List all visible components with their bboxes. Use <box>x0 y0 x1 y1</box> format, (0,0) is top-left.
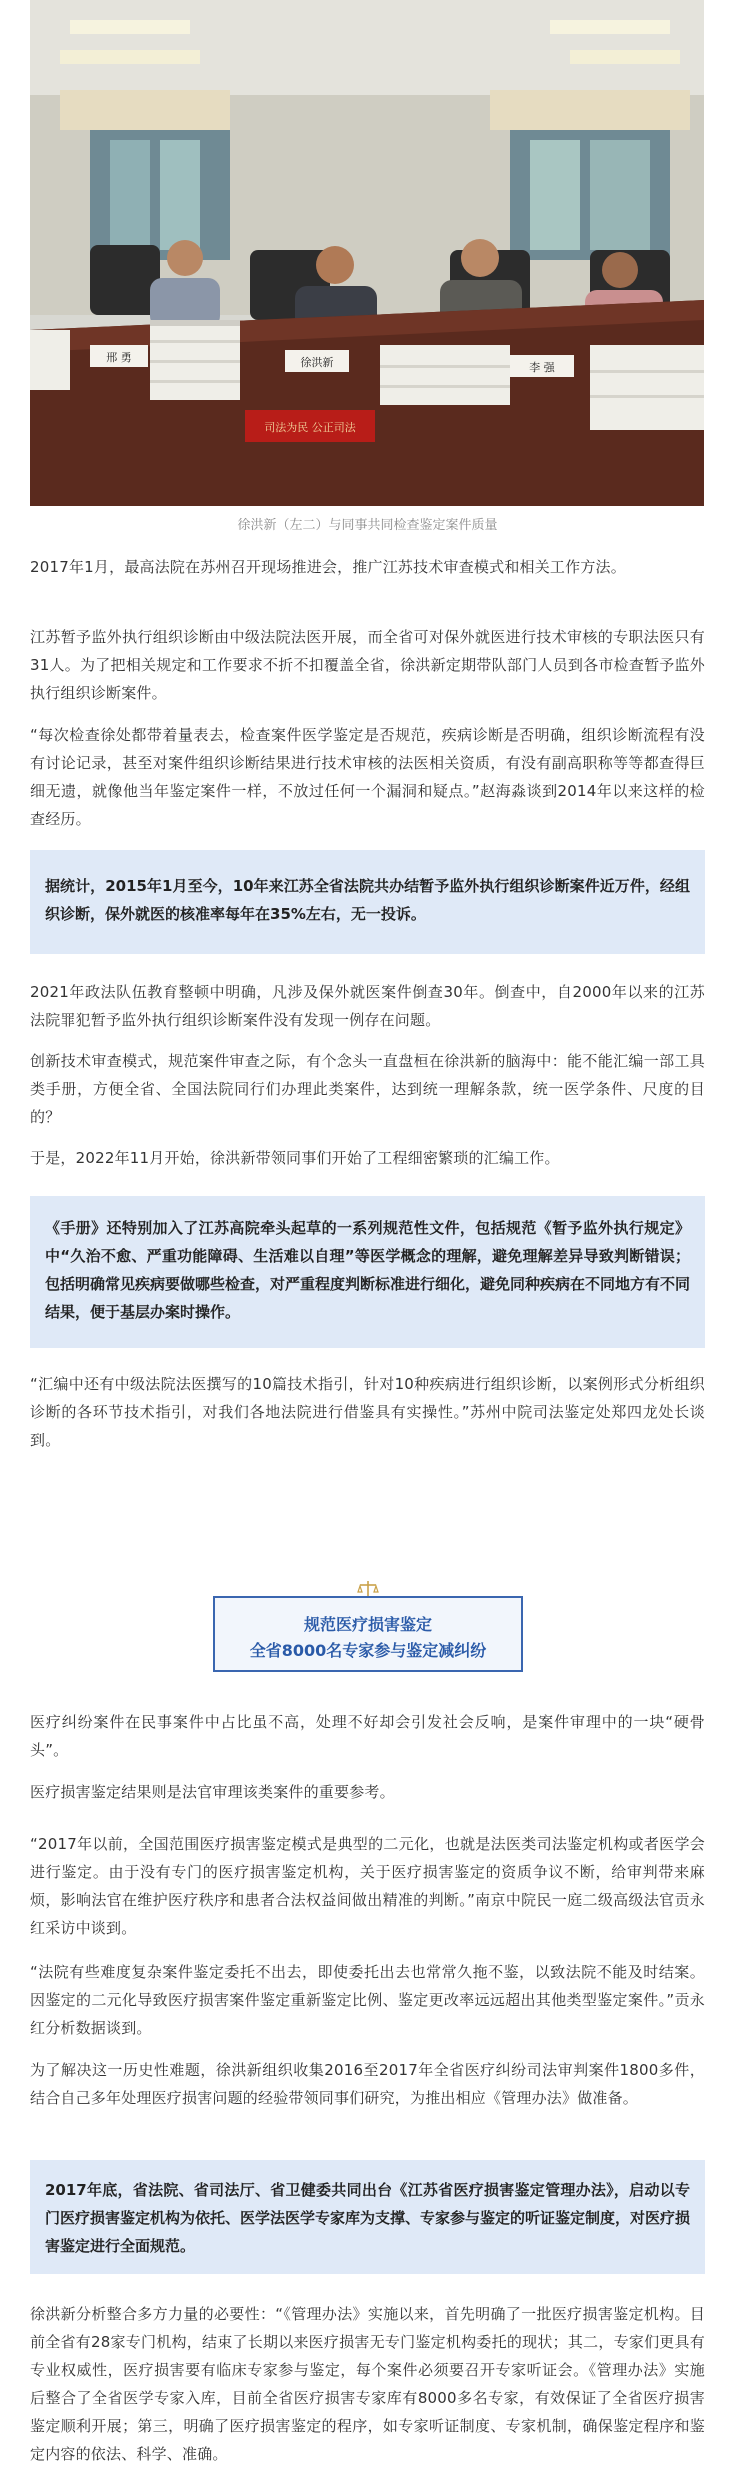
highlight-text: 2017年底，省法院、省司法厅、省卫健委共同出台《江苏省医疗损害鉴定管理办法》，启动以专门医疗损害鉴定机构为依托、医学法医学专家库为支撑、专家参与鉴定的听证鉴定制度，对医疗损害鉴定进行全面规范。 <box>45 2181 691 2255</box>
paragraph: 江苏暂予监外执行组织诊断由中级法院法医开展，而全省可对保外就医进行技术审核的专职法医只有31人。为了把相关规定和工作要求不折不扣覆盖全省，徐洪新定期带队部门人员到各市检查暂予监外执行组织诊断案件。 <box>30 628 705 702</box>
nameplate-3: 李 强 <box>529 361 555 374</box>
paragraph: 徐洪新分析整合多方力量的必要性：“《管理办法》实施以来，首先明确了一批医疗损害鉴定机构。目前全省有28家专门机构，结束了长期以来医疗损害无专门鉴定机构委托的现状；其二，专家们更具有专业权威性，医疗损害要有临床专家参与鉴定，每个案件必须要召开专家听证会。《管理办法》实施后整合了全省医学专家入库，目前全省医疗损害专家库有8000多名专家，有效保证了全省医疗损害鉴定顺利开展；第三，明确了医疗损害鉴定的程序，如专家听证制度、专家机制，确保鉴定程序和鉴定内容的依法、科学、准确。 <box>30 2305 705 2463</box>
paragraph: “汇编中还有中级法院法医撰写的10篇技术指引，针对10种疾病进行组织诊断，以案例形式分析组织诊断的各环节技术指引，对我们各地法院进行借鉴具有实操性。”苏州中院司法鉴定处郑四龙处长谈到。 <box>30 1375 705 1449</box>
paragraph: 创新技术审查模式，规范案件审查之际，有个念头一直盘桓在徐洪新的脑海中：能不能汇编一部工具类手册，方便全省、全国法院同行们办理此类案件，达到统一理解条款，统一医学条件、尺度的目的？ <box>30 1052 705 1126</box>
section-subtitle: 全省8000名专家参与鉴定减纠纷 <box>249 1641 487 1660</box>
section-heading <box>213 1574 523 1674</box>
paragraph: 为了解决这一历史性难题，徐洪新组织收集2016至2017年全省医疗纠纷司法审判案件1800多件，结合自己多年处理医疗损害问题的经验带领同事们研究，为推出相应《管理办法》做准备。 <box>30 2061 705 2107</box>
highlight-text: 《手册》还特别加入了江苏高院牵头起草的一系列规范性文件，包括规范《暂予监外执行规定》中“久治不愈、严重功能障碍、生活难以自理”等医学概念的理解，避免理解差异导致判断错误；包括明确常见疾病要做哪些检查，对严重程度判断标准进行细化，避免同种疾病在不同地方有不同结果，便于基层办案时操作。 <box>45 1219 691 1321</box>
meeting-photo-illustration <box>30 0 704 506</box>
paragraph: “2017年以前，全国范围医疗损害鉴定模式是典型的二元化，也就是法医类司法鉴定机构或者医学会进行鉴定。由于没有专门的医疗损害鉴定机构，关于医疗损害鉴定的资质争议不断，给审判带来麻烦，影响法官在维护医疗秩序和患者合法权益间做出精准的判断。”南京中院民一庭二级高级法官贡永红采访中谈到。 <box>30 1835 705 1937</box>
highlight-box <box>30 850 705 954</box>
paragraph: “每次检查徐处都带着量表去，检查案件医学鉴定是否规范，疾病诊断是否明确，组织诊断流程有没有讨论记录，甚至对案件组织诊断结果进行技术审核的法医相关资质，有没有副高职称等等都查得巨细无遗，就像他当年鉴定案件一样，不放过任何一个漏洞和疑点。”赵海淼谈到2014年以来这样的检查经历。 <box>30 726 705 828</box>
paragraph: 2017年1月，最高法院在苏州召开现场推进会，推广江苏技术审查模式和相关工作方法。 <box>30 558 626 576</box>
nameplate-1: 邢 勇 <box>106 351 132 364</box>
desk-banner: 司法为民 公正司法 <box>264 421 356 434</box>
section-title: 规范医疗损害鉴定 <box>303 1615 432 1634</box>
paragraph: 于是，2022年11月开始，徐洪新带领同事们开始了工程细密繁琐的汇编工作。 <box>30 1149 560 1167</box>
paragraph: 医疗损害鉴定结果则是法官审理该类案件的重要参考。 <box>30 1783 395 1801</box>
highlight-box <box>30 1196 705 1348</box>
paragraph: 2021年政法队伍教育整顿中明确，凡涉及保外就医案件倒查30年。倒查中，自2000年以来的江苏法院罪犯暂予监外执行组织诊断案件没有发现一例存在问题。 <box>30 983 705 1029</box>
paragraph: 医疗纠纷案件在民事案件中占比虽不高，处理不好却会引发社会反响，是案件审理中的一块“硬骨头”。 <box>30 1713 705 1759</box>
highlight-box <box>30 2160 705 2274</box>
paragraph: “法院有些难度复杂案件鉴定委托不出去，即使委托出去也常常久拖不鉴，以致法院不能及时结案。因鉴定的二元化导致医疗损害案件鉴定重新鉴定比例、鉴定更改率远远超出其他类型鉴定案件。”贡永红分析数据谈到。 <box>30 1963 705 2037</box>
photo-caption: 徐洪新（左二）与同事共同检查鉴定案件质量 <box>237 518 498 533</box>
meeting-photo <box>30 0 704 506</box>
nameplate-2: 徐洪新 <box>300 356 334 369</box>
highlight-text: 据统计，2015年1月至今，10年来江苏全省法院共办结暂予监外执行组织诊断案件近万件，经组织诊断，保外就医的核准率每年在35%左右，无一投诉。 <box>45 877 690 923</box>
